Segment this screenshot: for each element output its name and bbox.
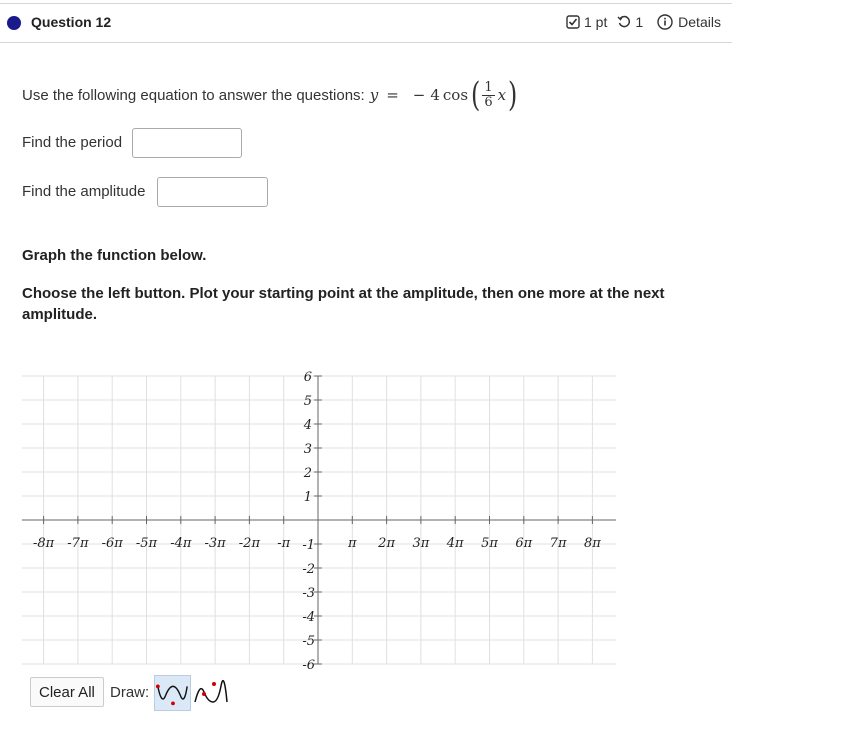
eq-fraction: [482, 81, 494, 110]
eq-close-paren: ): [508, 75, 518, 115]
y-tick-label: -1: [302, 538, 315, 553]
x-tick-label: -3π: [204, 536, 226, 551]
amplitude-input[interactable]: [157, 177, 268, 207]
y-tick-label: -2: [302, 562, 315, 577]
draw-cosine-tool-button[interactable]: [192, 675, 229, 711]
x-tick-label: 8π: [583, 536, 601, 551]
prompt-intro: Use the following equation to answer the questions:: [22, 86, 365, 104]
y-tick-label: 4: [303, 418, 312, 433]
clear-all-button[interactable]: Clear All: [30, 677, 104, 707]
eq-numerator: 1: [484, 79, 493, 95]
header-bottom-border: [0, 42, 732, 43]
info-icon[interactable]: [657, 14, 673, 30]
x-tick-label: 7π: [549, 536, 567, 551]
y-tick-label: -6: [302, 658, 315, 673]
x-tick-label: -5π: [135, 536, 158, 551]
draw-label: Draw:: [110, 684, 150, 701]
x-tick-label: -4π: [170, 536, 192, 551]
eq-func: cos: [442, 86, 469, 104]
amplitude-label: Find the amplitude: [22, 183, 146, 200]
x-tick-label: -π: [277, 536, 291, 551]
retry-icon[interactable]: [617, 15, 631, 29]
x-tick-label: π: [348, 536, 357, 551]
y-tick-label: 2: [303, 466, 312, 481]
checkbox-icon: [566, 15, 580, 29]
x-tick-label: 5π: [481, 536, 498, 551]
y-tick-label: 5: [303, 394, 312, 409]
y-tick-label: 3: [303, 442, 312, 457]
eq-y: y: [369, 86, 379, 104]
equation: [369, 75, 520, 115]
question-status-icon: [7, 16, 21, 30]
header-top-border: [0, 3, 732, 4]
x-tick-label: -7π: [67, 536, 89, 551]
eq-open-paren: (: [471, 75, 481, 115]
y-tick-label: -4: [302, 610, 315, 625]
details-link[interactable]: Details: [678, 14, 721, 30]
x-tick-label: 3π: [412, 536, 430, 551]
period-label: Find the period: [22, 134, 123, 151]
y-tick-label: -3: [302, 586, 315, 601]
question-meta: [566, 14, 721, 30]
x-tick-label: -8π: [32, 536, 55, 551]
x-tick-label: 4π: [446, 536, 464, 551]
graph-canvas[interactable]: [0, 360, 640, 680]
question-title: Question 12: [31, 14, 112, 30]
eq-denominator: 6: [484, 94, 493, 110]
period-input[interactable]: [132, 128, 242, 158]
attempts-value: 1: [635, 14, 644, 30]
x-tick-label: -6π: [101, 536, 123, 551]
graph-instructions: Choose the left button. Plot your starting point at the amplitude, then one more at the next amplitude.: [22, 285, 665, 323]
y-tick-label: 6: [303, 370, 312, 385]
x-tick-label: 6π: [515, 536, 533, 551]
x-tick-label: 2π: [378, 536, 396, 551]
cosine-wave-icon: [192, 676, 229, 710]
sine-wave-icon: [155, 676, 190, 710]
prompt-line: [22, 75, 519, 115]
draw-sine-tool-button[interactable]: [154, 675, 191, 711]
eq-minus: −: [412, 86, 426, 104]
graph-heading: Graph the function below.: [22, 247, 207, 264]
eq-var: x: [497, 86, 507, 104]
eq-coef: 4: [430, 86, 440, 104]
points-value: 1 pt: [584, 14, 608, 30]
eq-equals: =: [386, 86, 399, 104]
x-tick-label: -2π: [238, 536, 261, 551]
y-tick-label: 1: [303, 490, 312, 505]
y-tick-label: -5: [302, 634, 315, 649]
